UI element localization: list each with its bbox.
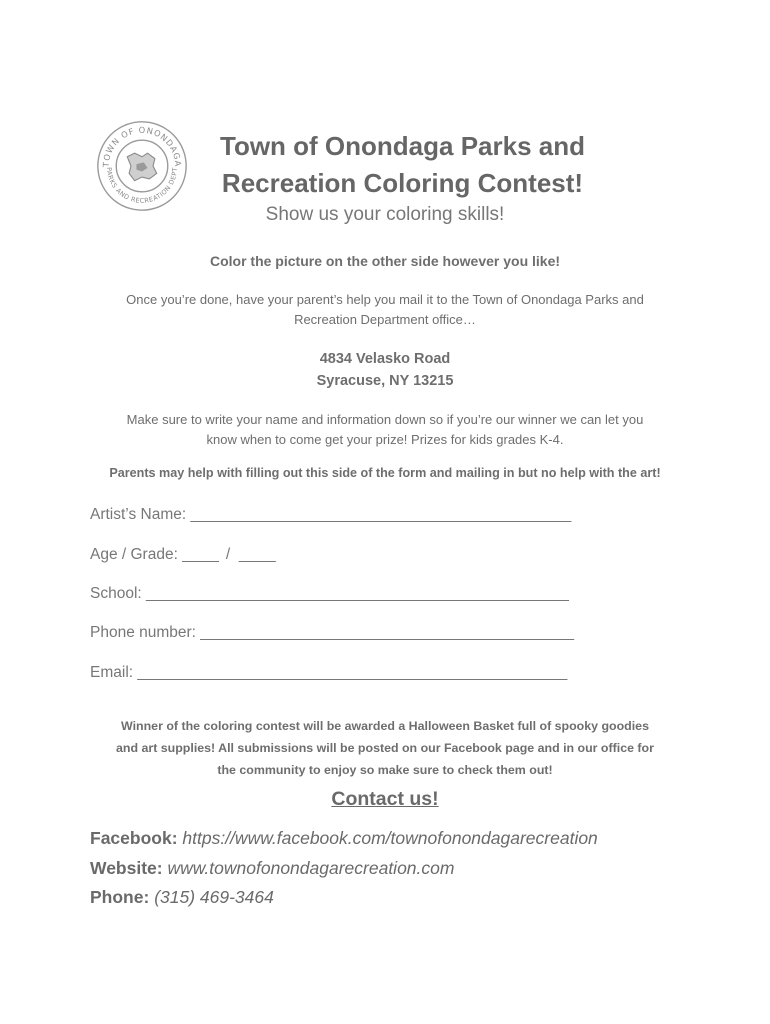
title-line-2: Recreation Coloring Contest! [221,168,584,198]
school-blank[interactable]: ____________________________________________________________ [146,585,568,602]
info-line-2: know when to come get your prize! Prizes for kids grades K-4. [206,432,564,447]
school-field[interactable] [90,585,567,603]
facebook-label: Facebook: [90,828,178,848]
artist-name-blank[interactable]: ______________________________________________________ [190,506,570,523]
age-grade-field[interactable] [90,546,274,564]
school-label: School: [90,585,147,602]
website-link[interactable]: www.townofonondagarecreation.com [167,858,455,878]
age-grade-separator: / [217,546,239,563]
prize-line-1: Winner of the coloring contest will be awarded a Halloween Basket full of spooky goodies [121,719,649,733]
mailing-line-1: Once you’re done, have your parent’s help you mail it to the Town of Onondaga Parks and [126,292,644,307]
contact-facebook [90,828,598,849]
contact-website [90,858,454,879]
phone-number-blank[interactable]: _____________________________________________________ [200,624,573,641]
contact-heading: Contact us! [331,788,439,810]
mailing-address [80,348,690,392]
prize-line-2: and art supplies! All submissions will be posted on our Facebook page and in our office for [116,741,654,755]
grade-blank[interactable]: _____ [238,546,274,563]
coloring-instruction: Color the picture on the other side however you like! [209,253,561,269]
address-street: 4834 Velasko Road [319,351,451,367]
email-blank[interactable]: _____________________________________________________________ [137,664,566,681]
email-field[interactable] [90,664,566,682]
page-subtitle: Show us your coloring skills! [265,204,505,225]
contact-phone [90,887,274,908]
parents-note: Parents may help with filling out this side of the form and mailing in but no help with the art! [109,466,661,480]
prize-description [60,715,710,781]
artist-name-field[interactable] [90,506,570,524]
title-line-1: Town of Onondaga Parks and [220,131,585,161]
seal-text-bottom: PARKS AND RECREATION DEPT [104,167,180,205]
info-instructions [80,410,690,450]
phone-label: Phone: [90,887,150,907]
website-label: Website: [90,858,163,878]
phone-number-label: Phone number: [90,624,201,641]
age-grade-label: Age / Grade: [90,546,183,563]
age-blank[interactable]: _____ [182,546,218,563]
parks-department-seal [96,120,188,212]
mailing-instructions [80,290,690,330]
artist-name-label: Artist’s Name: [90,506,191,523]
facebook-link[interactable]: https://www.facebook.com/townofonondagarecreation [182,828,598,848]
email-label: Email: [90,664,138,681]
mailing-line-2: Recreation Department office… [294,312,476,327]
address-city: Syracuse, NY 13215 [316,373,454,389]
info-line-1: Make sure to write your name and information down so if you’re our winner we can let you [126,412,644,427]
prize-line-3: the community to enjoy so make sure to check them out! [217,763,553,777]
page-title [190,128,615,202]
phone-value: (315) 469-3464 [154,887,274,907]
phone-number-field[interactable] [90,624,572,642]
seal-text-top: TOWN OF ONONDAGA [100,124,184,168]
